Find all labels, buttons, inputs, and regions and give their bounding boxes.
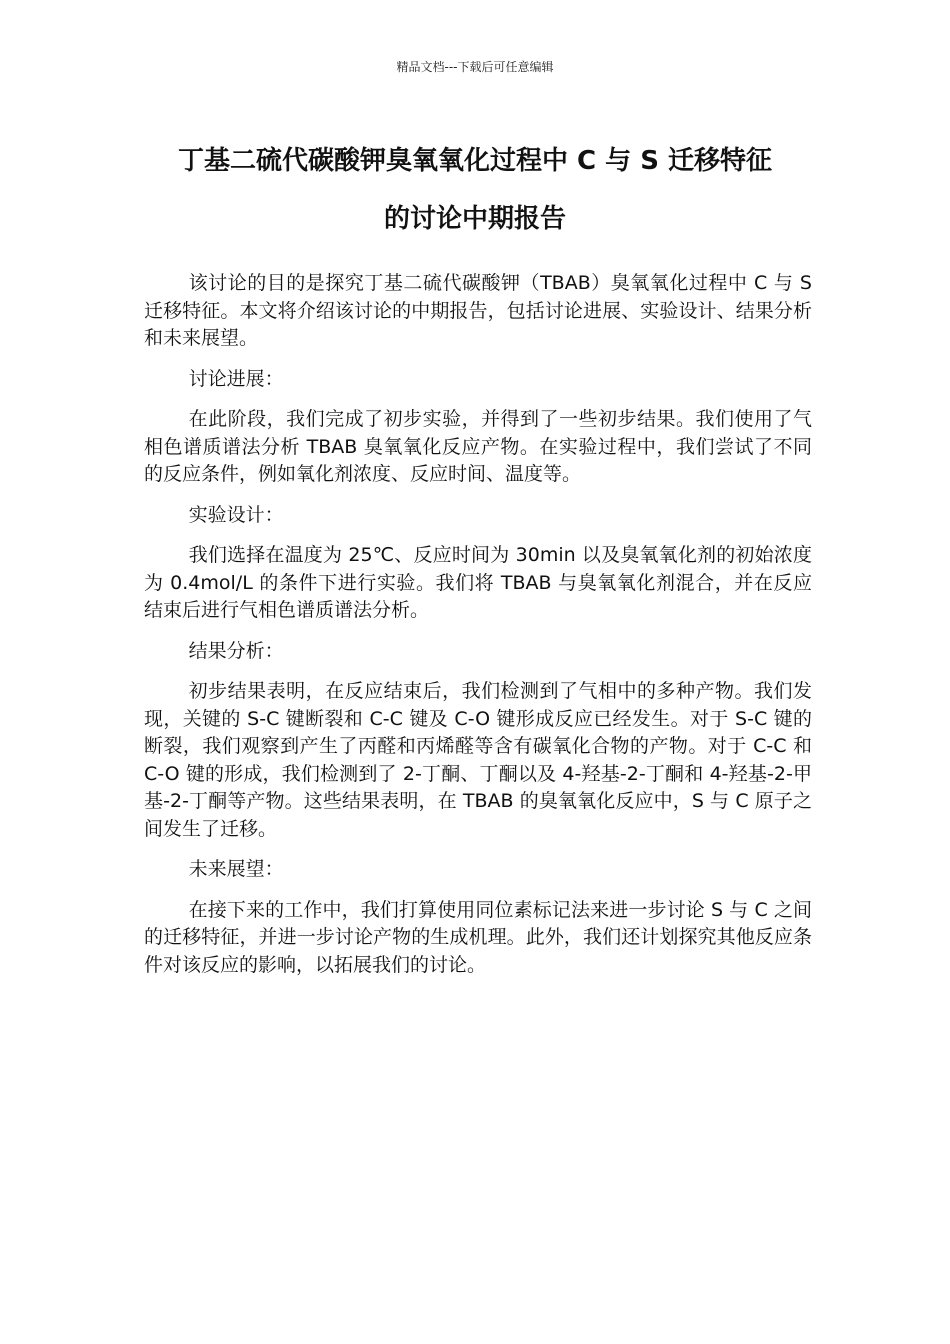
title-line-1: 丁基二硫代碳酸钾臭氧氧化过程中 C 与 S 迁移特征 xyxy=(177,146,772,176)
section-heading-outlook: 未来展望： xyxy=(188,858,284,880)
design-paragraph: 我们选择在温度为 25℃、反应时间为 30min 以及臭氧氧化剂的初始浓度为 0.4mol/L 的条件下进行实验。我们将 TBAB 与臭氧氧化剂混合，并在反应结束后进行气相色谱质谱法分析。 xyxy=(144,544,812,621)
section-heading-results: 结果分析： xyxy=(188,639,284,662)
document-body xyxy=(144,270,812,992)
section-heading-design: 实验设计： xyxy=(188,503,284,526)
section-heading-progress: 讨论进展： xyxy=(188,367,284,390)
outlook-paragraph: 在接下来的工作中，我们打算使用同位素标记法来进一步讨论 S 与 C 之间的迁移特征，并进一步讨论产物的生成机理。此外，我们还计划探究其他反应条件对该反应的影响，以拓展我们的讨论。 xyxy=(144,898,812,976)
page-header: 精品文档---下载后可任意编辑 xyxy=(396,60,554,74)
results-paragraph: 初步结果表明，在反应结束后，我们检测到了气相中的多种产物。我们发现，关键的 S-C 键断裂和 C-C 键及 C-O 键形成反应已经发生。对于 S-C 键的断裂，我们观察到产生了丙醛和丙烯醛等含有碳氧化合物的产物。对于 C-C 和 C-O 键的形成，我们检测到了 2-丁酮、丁酮以及 4-羟基-2-丁酮和 4-羟基-2-甲基-2-丁酮等产物。这些结果表明，在 TBAB 的臭氧氧化反应中，S 与 C 原子之间发生了迁移。 xyxy=(144,680,812,840)
intro-paragraph: 该讨论的目的是探究丁基二硫代碳酸钾（TBAB）臭氧氧化过程中 C 与 S 迁移特征。本文将介绍该讨论的中期报告，包括讨论进展、实验设计、结果分析和未来展望。 xyxy=(144,272,812,349)
progress-paragraph: 在此阶段，我们完成了初步实验，并得到了一些初步结果。我们使用了气相色谱质谱法分析 TBAB 臭氧氧化反应产物。在实验过程中，我们尝试了不同的反应条件，例如氧化剂浓度、反应时间、温度等。 xyxy=(144,408,812,485)
document-title xyxy=(100,132,850,248)
title-line-2: 的讨论中期报告 xyxy=(383,204,566,234)
